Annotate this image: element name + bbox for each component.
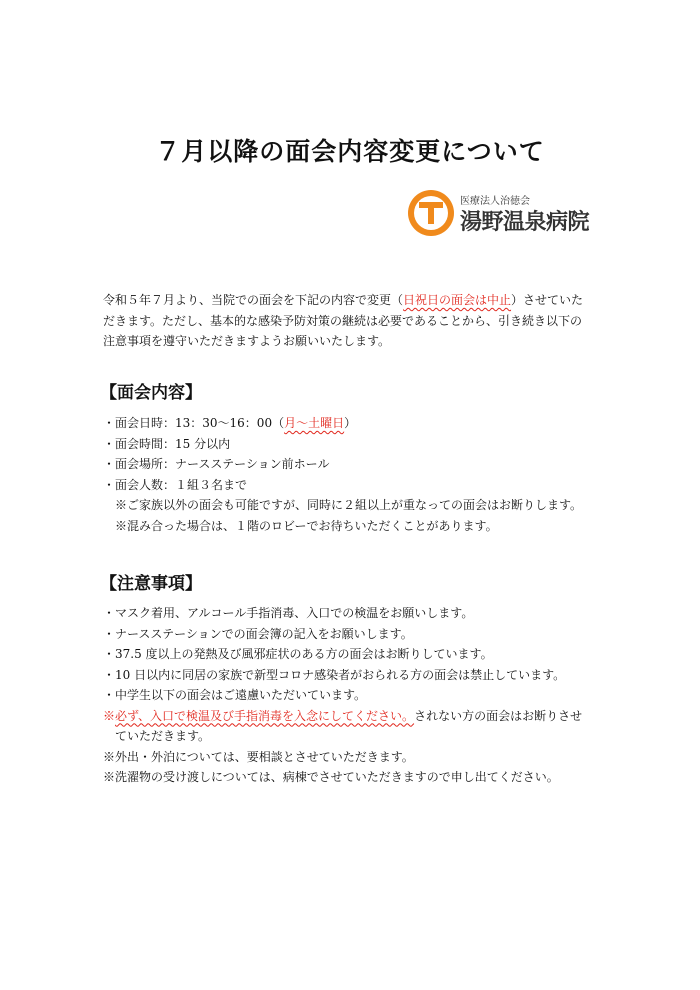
list-note (103, 706, 582, 727)
visit-content-list (103, 413, 582, 536)
holiday-notice: 日祝日の面会は中止 (403, 293, 512, 307)
list-item-text: ・面会日時：13：30～16：00（ (103, 416, 285, 430)
page-title: ７月以降の面会内容変更について (155, 137, 545, 166)
list-item (103, 413, 582, 434)
list-note: ※外出・外泊については、要相談とさせていただきます。 (103, 749, 414, 764)
list-note: ※洗濯物の受け渡しについては、病棟でさせていただきますので申し出てください。 (103, 770, 559, 784)
list-note: ※混み合った場合は、１階のロビーでお待ちいただくことがあります。 (115, 518, 498, 533)
intro-line-1 (103, 290, 583, 311)
list-note: ※ご家族以外の面会も可能ですが、同時に２組以上が重なっての面会はお断りします。 (115, 498, 583, 512)
list-note-continued: ていただきます。 (115, 729, 211, 743)
intro-line-3: 注意事項を遵守いただきますようお願いいたします。 (103, 334, 391, 348)
intro-paragraph (103, 290, 583, 352)
list-item: ・10 日以内に同居の家族で新型コロナ感染者がおられる方の面会は禁止しています。 (103, 667, 566, 682)
visit-days: 月～土曜日 (284, 416, 345, 430)
section-heading-precautions: 【注意事項】 (100, 574, 202, 594)
intro-line-2: だきます。ただし、基本的な感染予防対策の継続は必要であることから、引き続き以下の (103, 313, 583, 328)
mandatory-notice: 必ず、入口で検温及び手指消毒を入念にしてください。 (115, 708, 415, 723)
note-mark: ※ (103, 708, 116, 723)
intro-text: 令和５年７月より、当院での面会を下記の内容で変更（ (103, 293, 404, 307)
precautions-list (103, 603, 582, 788)
list-item: ・マスク着用、アルコール手指消毒、入口での検温をお願いします。 (103, 606, 474, 620)
hospital-logo (408, 188, 598, 238)
list-item: ・面会時間：15 分以内 (103, 436, 231, 451)
list-item: ・中学生以下の面会はご遠慮いただいています。 (103, 688, 367, 702)
list-item: ・面会人数：１組３名まで (103, 477, 248, 492)
section-heading-visit-content: 【面会内容】 (100, 383, 202, 403)
list-item: ・37.5 度以上の発熱及び風邪症状のある方の面会はお断りしています。 (103, 647, 493, 661)
list-item: ・面会場所：ナースステーション前ホール (103, 457, 330, 471)
list-item-text: ） (344, 416, 357, 430)
list-note-text: されない方の面会はお断りさせ (414, 708, 583, 723)
hospital-logo-icon (408, 190, 454, 236)
intro-text: ）させていた (511, 293, 584, 307)
logo-subtitle: 医療法人治徳会 (460, 196, 530, 207)
logo-name: 湯野温泉病院 (460, 210, 590, 235)
list-item: ・ナースステーションでの面会簿の記入をお願いします。 (103, 626, 413, 641)
